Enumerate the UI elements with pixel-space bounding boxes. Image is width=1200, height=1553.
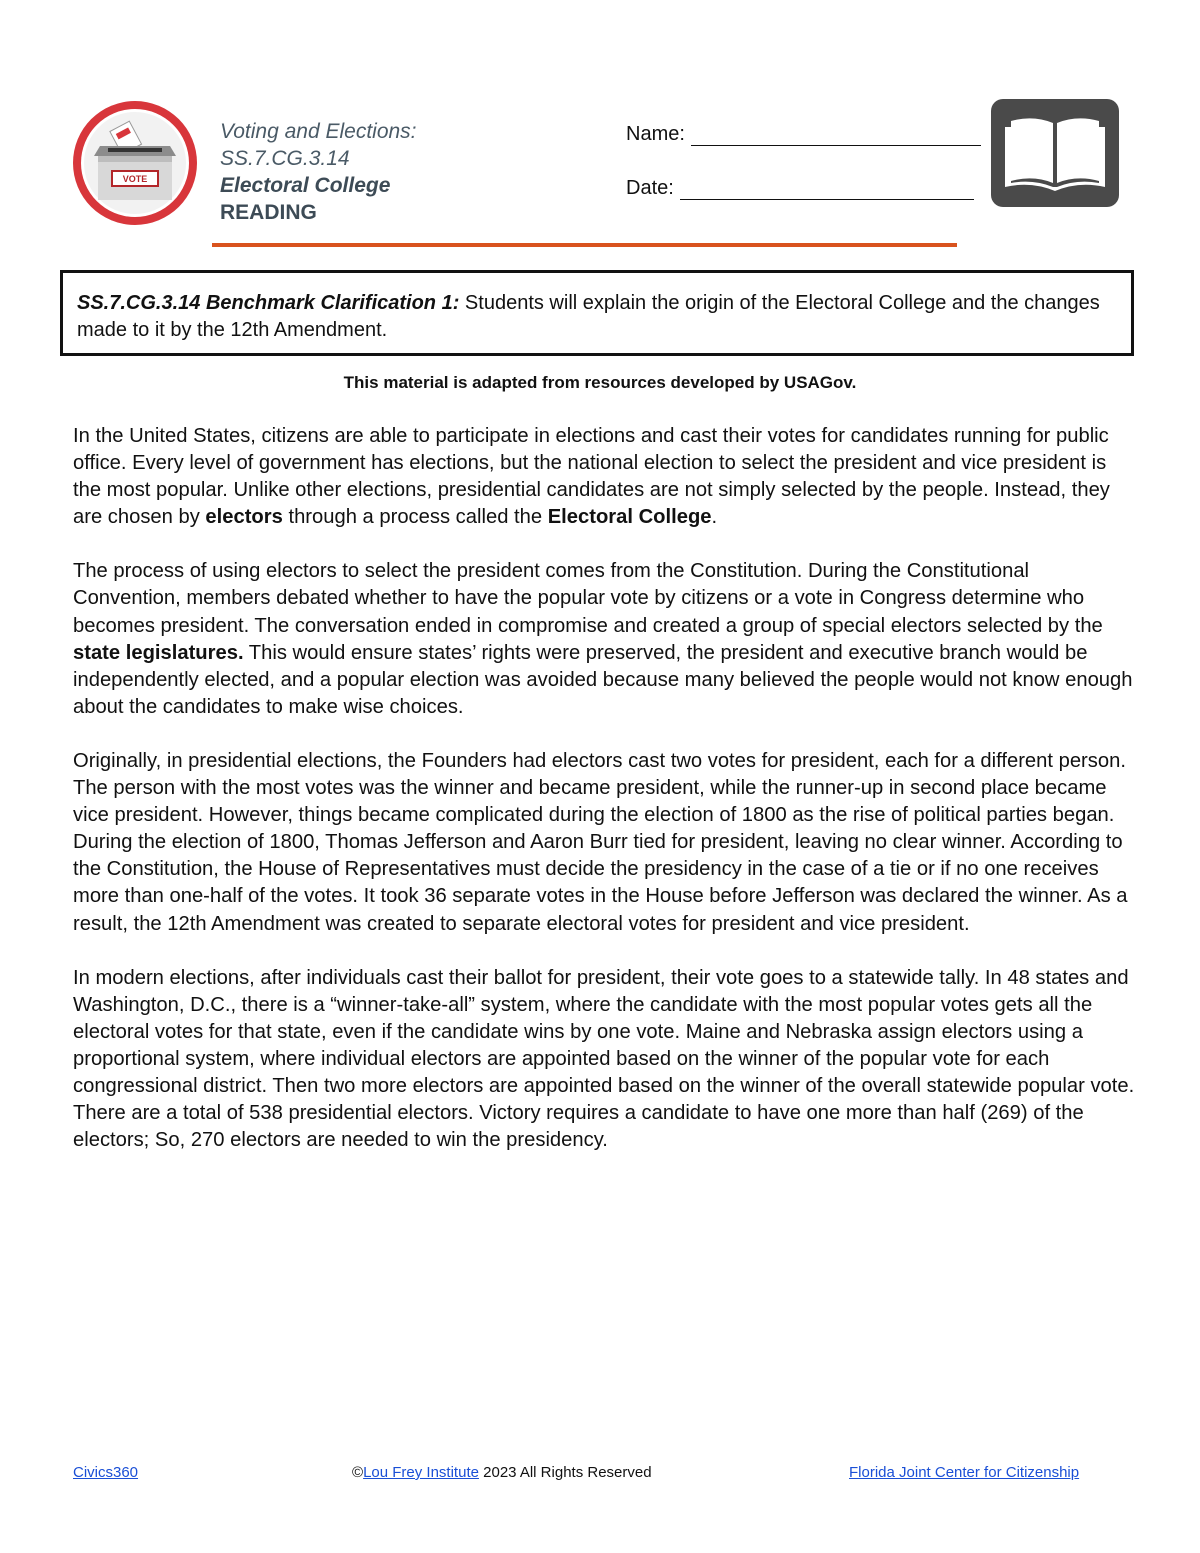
term-state-legislatures: state legislatures. <box>73 641 244 664</box>
worksheet-header <box>220 118 417 226</box>
lou-frey-institute-link[interactable]: Lou Frey Institute <box>363 1464 479 1481</box>
date-line[interactable] <box>680 179 974 200</box>
term-electors: electors <box>205 506 283 529</box>
paragraph-2: The process of using electors to select the president comes from the Constitution. During the Constitutional Convention, members debated whether to have the popular vote by citizens or a vote in Congress determine who becomes president. The conversation ended in compromise and created a group of special electors selected by the state legislatures. This would ensure states’ rights were preserved, the president and executive branch would be independently elected, and a popular election was avoided because many believed the people would not know enough about the candidates to make wise choices. <box>73 560 1133 718</box>
benchmark-clarification-box <box>60 270 1134 356</box>
copyright-symbol: © <box>352 1464 364 1481</box>
footer-left <box>73 1464 138 1481</box>
paragraph-1: In the United States, citizens are able to participate in elections and cast their votes for candidates running for public office. Every level of government has elections, but the national election to select the president and vice president is the most popular. Unlike other elections, presidential candidates are not simply selected by the people. Instead, they are chosen by electors through a process called the Electoral College. <box>73 425 1110 529</box>
ballot-label: VOTE <box>122 174 148 184</box>
name-field[interactable] <box>626 118 981 146</box>
benchmark-code: SS.7.CG.3.14 <box>220 147 350 170</box>
benchmark-label: SS.7.CG.3.14 Benchmark Clarification 1: <box>77 292 460 314</box>
lesson-title: Electoral College <box>220 174 391 197</box>
name-line[interactable] <box>691 125 981 146</box>
footer-copyright <box>352 1464 652 1481</box>
date-label: Date: <box>626 177 674 199</box>
material-type: READING <box>220 201 317 224</box>
paragraph-4: In modern elections, after individuals cast their ballot for president, their vote goes to a statewide tally. In 48 states and Washington, D.C., there is a “winner-take-all” system, where the candidate with the most popular votes gets all the electoral votes for that state, even if the candidate wins by one vote. Maine and Nebraska assign electors using a proportional system, where individual electors are appointed based on the winner of the popular vote for each congressional district. Then two more electors are appointed based on the winner of the overall statewide popular vote. There are a total of 538 presidential electors. Victory requires a candidate to have one more than half (269) of the electors; So, 270 electors are needed to win the presidency. <box>73 966 1135 1152</box>
name-label: Name: <box>626 123 685 145</box>
unit-subject: Voting and Elections: <box>220 120 417 143</box>
ballot-box-logo <box>72 100 198 226</box>
reading-passage <box>73 423 1138 1181</box>
student-fields <box>626 118 981 226</box>
civics360-link[interactable]: Civics360 <box>73 1464 139 1481</box>
florida-joint-center-link[interactable]: Florida Joint Center for Citizenship <box>849 1464 1080 1481</box>
paragraph-3: Originally, in presidential elections, the Founders had electors cast two votes for president, each for a different person. The person with the most votes was the winner and became president, while the runner-up in second place became vice president. However, things became complicated during the election of 1800 as the rise of political parties began. During the election of 1800, Thomas Jefferson and Aaron Burr tied for president, leaving no clear winner. According to the Constitution, the House of Representatives must decide the presidency in the case of a tie or if no one receives more than one-half of the votes. It took 36 separate votes in the House before Jefferson was declared the winner. As a result, the 12th Amendment was created to separate electoral votes for president and vice president. <box>73 749 1128 935</box>
copyright-text: 2023 All Rights Reserved <box>478 1464 652 1481</box>
header-divider <box>212 243 957 247</box>
footer-right <box>849 1464 1079 1481</box>
open-book-icon <box>991 99 1119 207</box>
source-note: This material is adapted from resources developed by USAGov. <box>343 373 857 392</box>
date-field[interactable] <box>626 172 981 200</box>
term-electoral-college: Electoral College <box>547 506 712 529</box>
benchmark-text: Students will explain the origin of the Electoral College and the changes made to it by the 12th Amendment. <box>77 292 1100 341</box>
